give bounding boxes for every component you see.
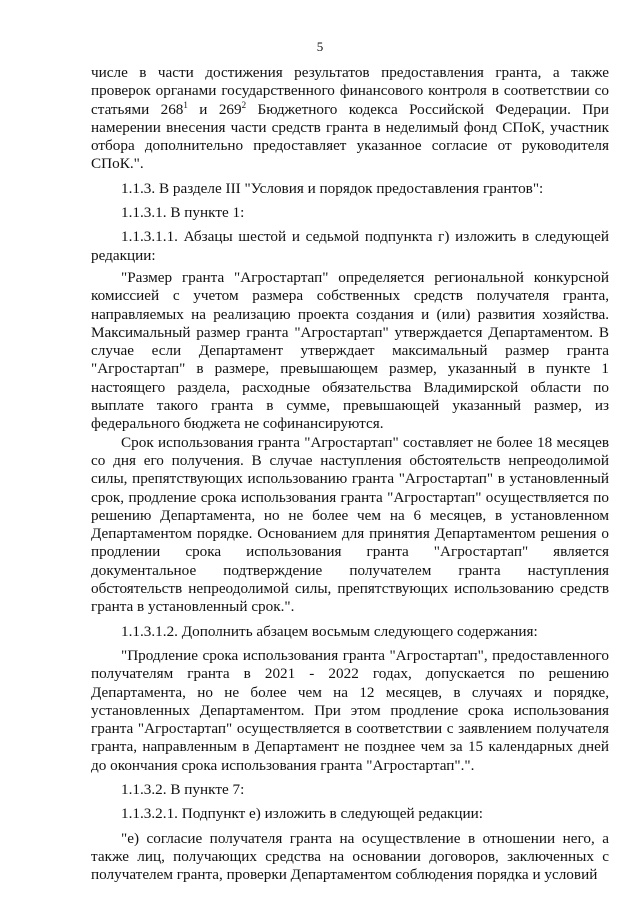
paragraph-text: и 269 <box>187 100 242 118</box>
subsection-heading: 1.1.3.1. В пункте 1: <box>121 204 245 222</box>
section-heading: 1.1.3. В разделе III "Условия и порядок предоставления грантов": <box>121 179 544 197</box>
amendment-text-paragraph: Срок использования гранта "Агростартап" составляет не более 18 месяцев со дня его получения. В случае наступления обстоятельств непреодолимой силы, препятствующих использованию гранта "Агростартап" в установленный срок, продление срока использования гранта "Агростартап" осуществляется по решению Департамента, но не более чем на 6 месяцев, в установленном Департаментом порядке. Основанием для принятия Департаментом решения о продлении срока использования гранта "Агростартап" является документальное подтверждение получателем гранта наступления обстоятельств непреодолимой силы, препятствующих использованию средств гранта в установленный срок.". <box>91 433 609 616</box>
amendment-instruction: 1.1.3.1.1. Абзацы шестой и седьмой подпункта г) изложить в следующей редакции: <box>91 228 609 264</box>
amendment-text-paragraph: "Размер гранта "Агростартап" определяется региональной конкурсной комиссией с учетом размера собственных средств получателя гранта, направляемых на реализацию проекта создания и (или) развития хозяйства. Максимальный размер гранта "Агростартап" утверждается Департаментом. В случае если Департамент утверждает максимальный размер гранта "Агростартап" в размере, превышающем размер, указанный в пункте 1 настоящего раздела, расходные обязательства Владимирской области по выплате такого гранта в сумме, превышающей указанный размер, из федерального бюджета не софинансируются. <box>91 268 609 433</box>
amendment-instruction: 1.1.3.2.1. Подпункт е) изложить в следующей редакции: <box>121 805 483 823</box>
paragraph-continuation <box>91 64 609 174</box>
amendment-instruction: 1.1.3.1.2. Дополнить абзацем восьмым следующего содержания: <box>121 622 538 640</box>
document-body <box>91 64 609 884</box>
subsection-heading: 1.1.3.2. В пункте 7: <box>121 780 245 798</box>
amendment-text-paragraph: "е) согласие получателя гранта на осуществление в отношении него, а также лиц, получающих средства на основании договоров, заключенных с получателем гранта, проверки Департаментом соблюдения порядка и условий <box>91 829 609 884</box>
footnote-superscript: 2 <box>241 99 247 110</box>
paragraph-text: Бюджетного кодекса Российской Федерации. При намерении внесения части средств гранта в неделимый фонд СПоК, участник отбора дополнительно предоставляет указанное согласие от руководителя СПоК.". <box>91 100 609 173</box>
paragraph-text: числе в части достижения результатов предоставления гранта, а также проверок органами государственного финансового контроля в соответствии со статьями 268 <box>91 64 609 118</box>
amendment-text-paragraph: "Продление срока использования гранта "Агростартап", предоставленного получателям гранта в 2021 - 2022 годах, допускается по решению Департамента, но не более чем на 12 месяцев, в случаях и порядке, установленных Департаментом. При этом продление срока использования гранта "Агростартап" осуществляется в соответствии с заявлением получателя гранта, направленным в Департамент не позднее чем за 15 календарных дней до окончания срока использования гранта "Агростартап".". <box>91 646 609 774</box>
page-number: 5 <box>316 39 324 54</box>
footnote-superscript: 1 <box>183 99 188 110</box>
